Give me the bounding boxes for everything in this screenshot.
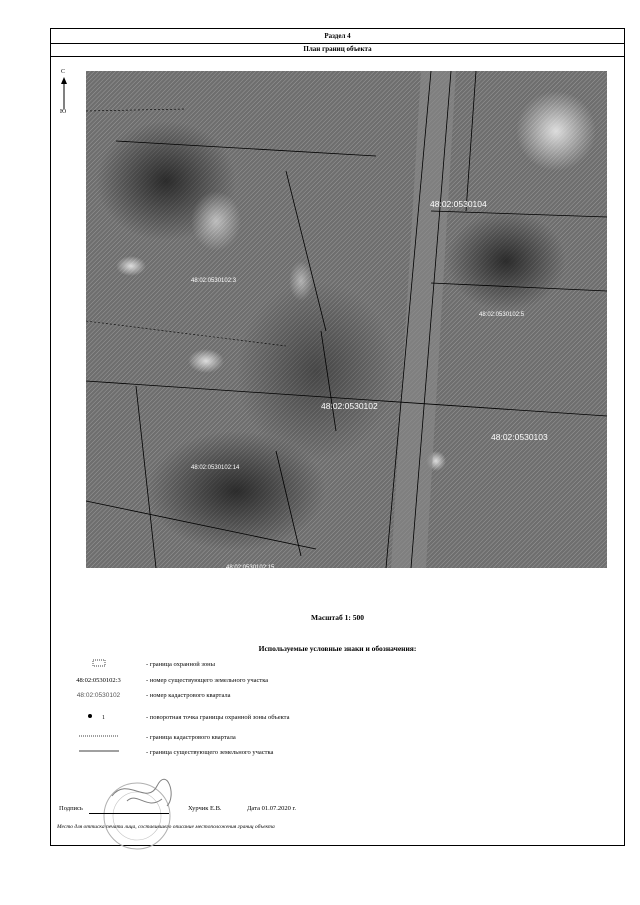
stamp-note: Место для оттиска печати лица, составившего описание местоположения границ объекта bbox=[57, 824, 275, 830]
map-label: 48:02:0530104 bbox=[430, 199, 487, 209]
compass-north-label: С bbox=[61, 69, 66, 75]
legend-text: - граница существующего земельного участка bbox=[146, 749, 274, 756]
legend-title: Используемые условные знаки и обозначения: bbox=[258, 644, 417, 653]
legend-symbol bbox=[51, 659, 146, 672]
legend-symbol bbox=[51, 747, 146, 760]
map-scale: Масштаб 1: 500 bbox=[310, 613, 364, 622]
signature-label: Подпись bbox=[59, 805, 83, 812]
signature-date: Дата 01.07.2020 г. bbox=[247, 805, 297, 812]
signature-line bbox=[89, 813, 169, 814]
legend-item bbox=[51, 712, 624, 724]
section-header: Раздел 4 bbox=[51, 29, 624, 44]
legend-item bbox=[51, 732, 624, 744]
compass-south-label: Ю bbox=[60, 109, 67, 115]
map-label: 48:02:0530102 bbox=[321, 401, 378, 411]
cadastral-boundary-line-icon bbox=[79, 732, 119, 740]
legend-symbol: 48:02:0530102 bbox=[76, 692, 121, 699]
map-label: 48:02:0530102:15 bbox=[226, 565, 275, 568]
legend-text: - номер существующего земельного участка bbox=[146, 677, 269, 684]
legend-text: - граница кадастрового квартала bbox=[146, 734, 236, 741]
compass bbox=[57, 69, 71, 145]
legend-text: - номер кадастрового квартала bbox=[146, 692, 231, 699]
turning-point-icon bbox=[84, 712, 114, 720]
map-label: 48:02:0530102:3 bbox=[191, 278, 237, 284]
legend-item bbox=[51, 690, 624, 702]
legend-symbol: 48:02:0530102:3 bbox=[76, 677, 121, 684]
signer-name: Хурчик Е.В. bbox=[188, 805, 222, 812]
protection-zone-icon bbox=[92, 659, 106, 667]
legend-text: - граница охранной зоны bbox=[146, 661, 215, 668]
map-label: 48:02:0530102:14 bbox=[191, 465, 240, 471]
legend-symbol bbox=[51, 712, 146, 725]
svg-text:1: 1 bbox=[101, 715, 105, 720]
legend-item bbox=[51, 659, 624, 671]
legend-text: - поворотная точка границы охранной зоны объекта bbox=[146, 714, 290, 721]
map-label: 48:02:0530102:5 bbox=[479, 312, 525, 318]
satellite-map bbox=[86, 71, 607, 568]
plan-title: План границ объекта bbox=[51, 43, 624, 57]
legend-symbol bbox=[51, 732, 146, 745]
parcel-boundary-line-icon bbox=[79, 747, 119, 755]
north-arrow-icon bbox=[60, 77, 68, 111]
map-label: 48:02:0530103 bbox=[491, 432, 548, 442]
document-frame bbox=[50, 28, 625, 846]
legend-item bbox=[51, 747, 624, 759]
legend-item bbox=[51, 675, 624, 687]
